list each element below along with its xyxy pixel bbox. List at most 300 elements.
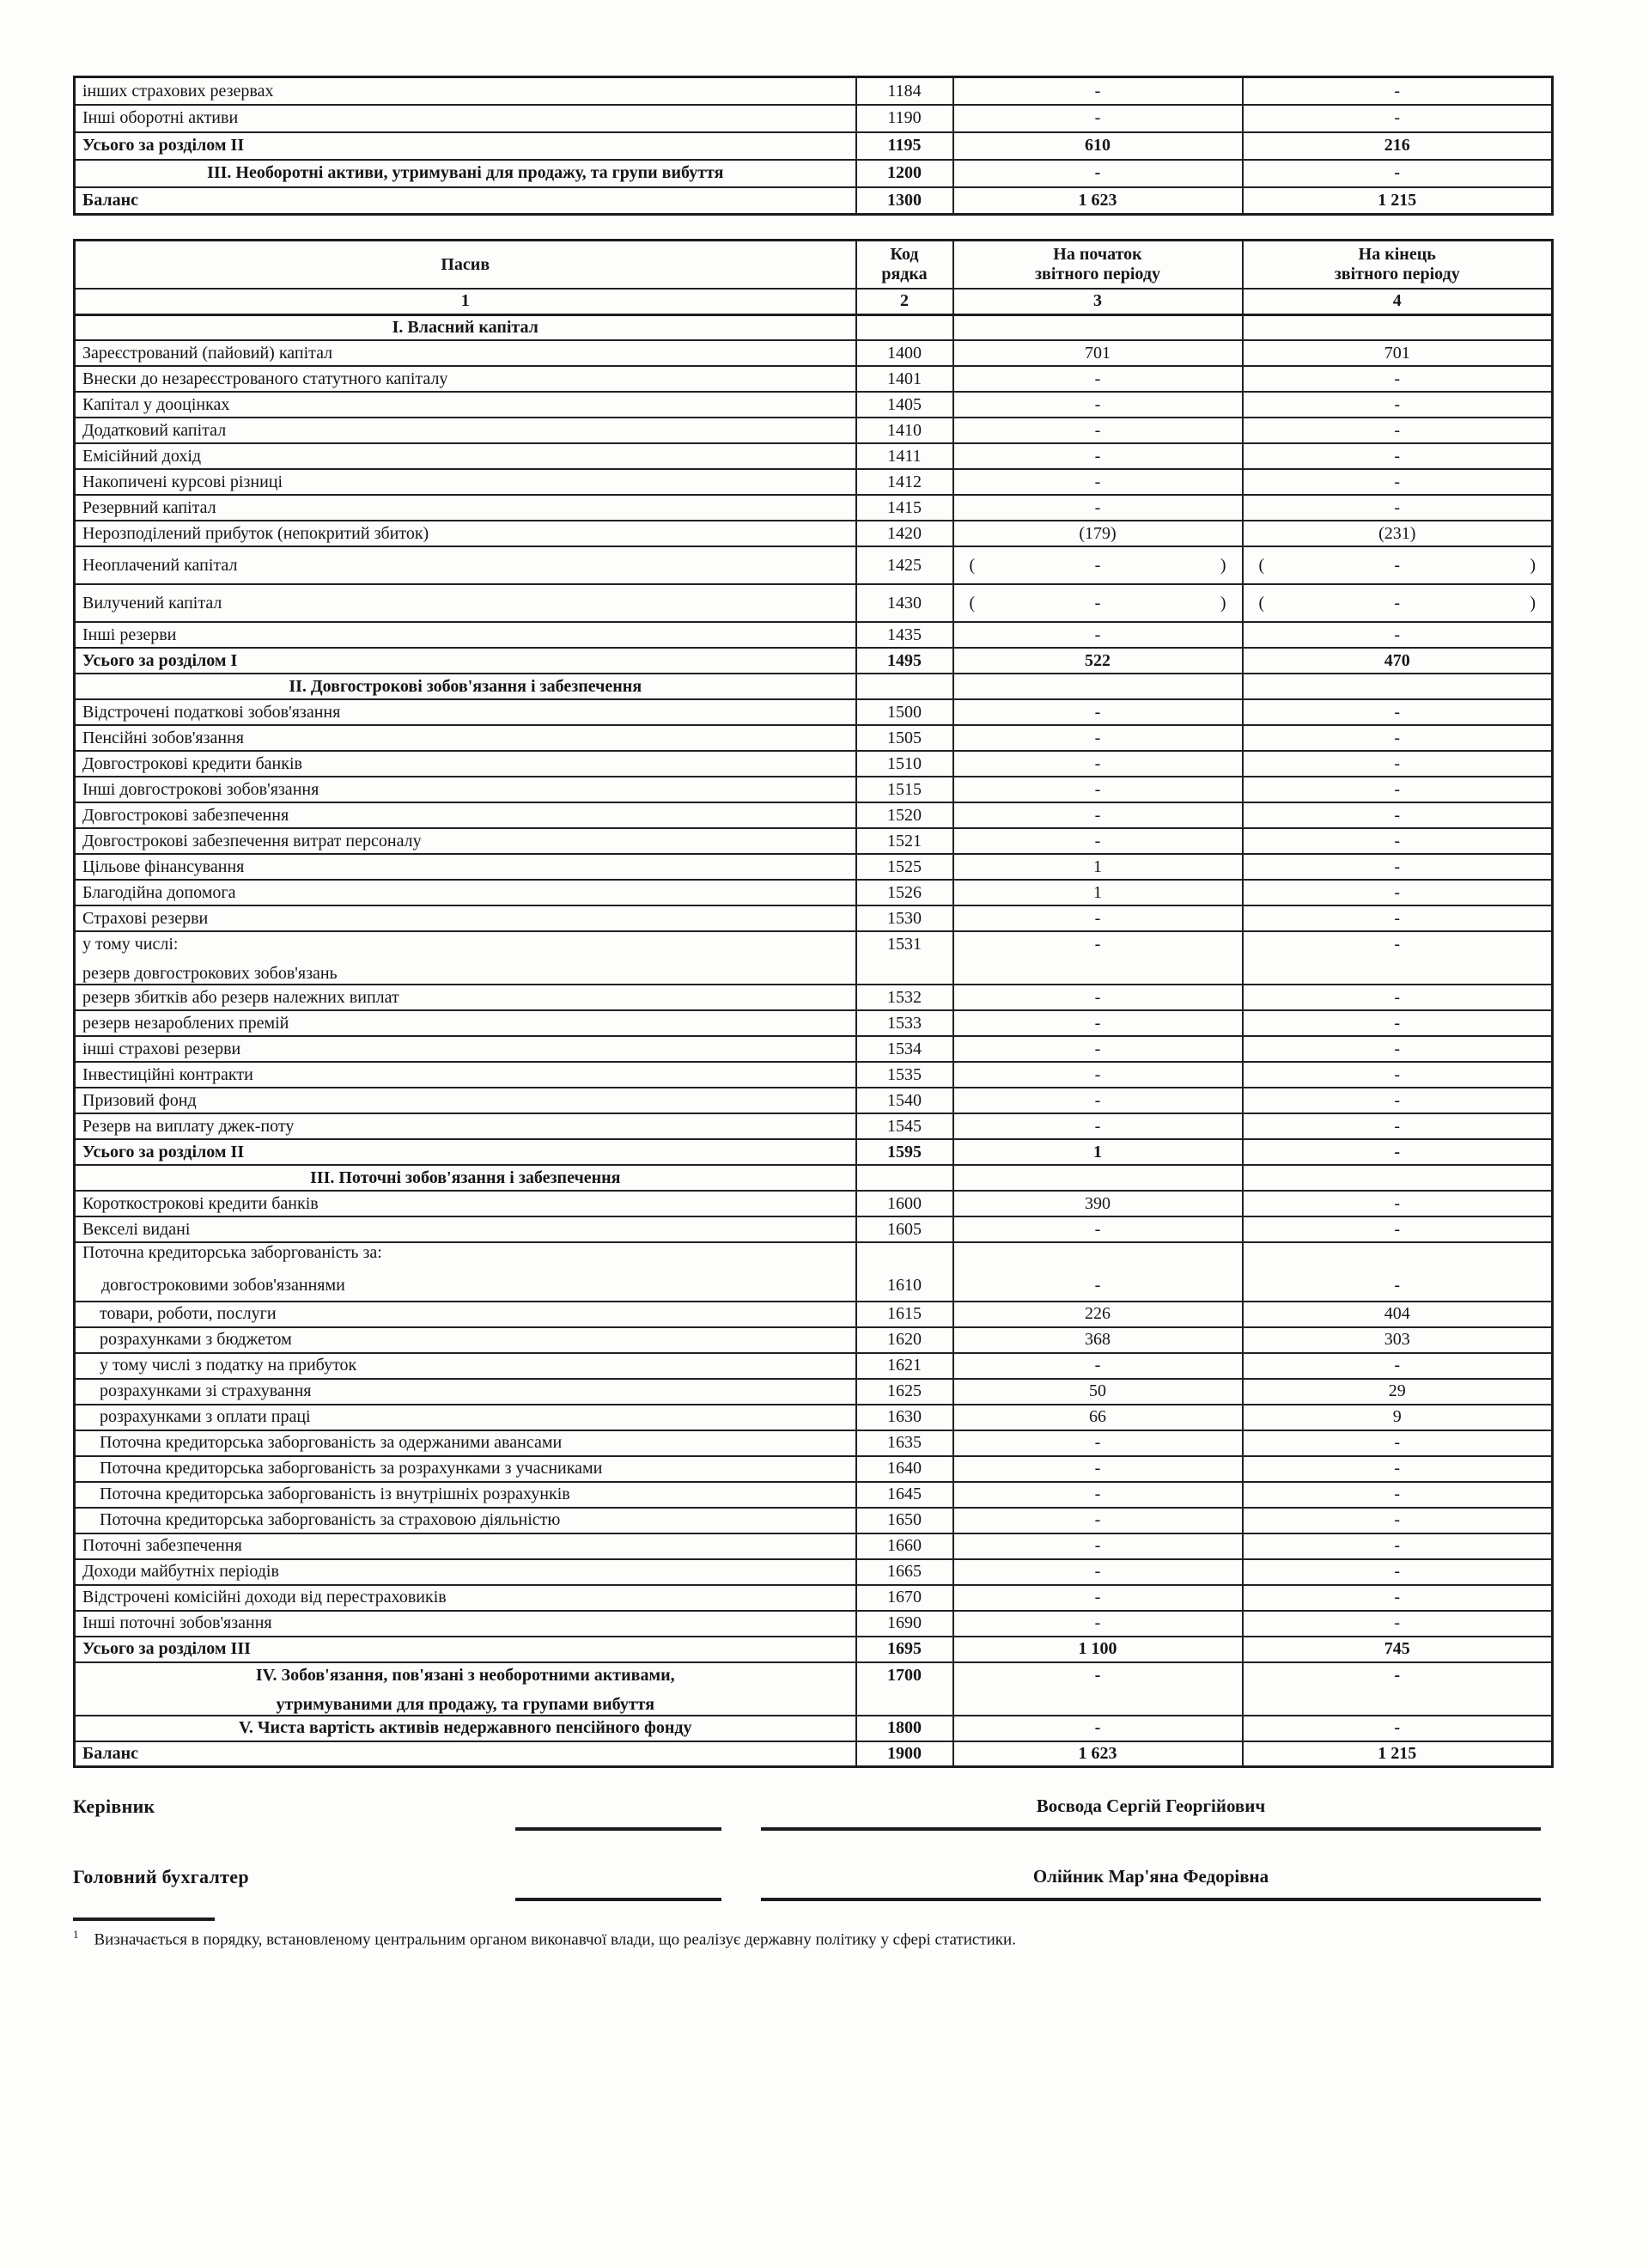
- row-label-cell: [75, 699, 856, 725]
- table-row-1690: [75, 1611, 1553, 1637]
- value-period-start-cell: -: [953, 828, 1243, 854]
- row-label-cell: [75, 1216, 856, 1242]
- value-period-start-cell: -: [953, 1010, 1243, 1036]
- row-label-cell: [75, 1741, 856, 1767]
- row-label-cell: [75, 1662, 856, 1716]
- row-code-cell: 1425: [856, 546, 953, 584]
- row-label-cell: [75, 469, 856, 495]
- value-period-start-cell: -: [953, 699, 1243, 725]
- row-code-cell: 1540: [856, 1088, 953, 1113]
- row-label-line2: утримуваними для продажу, та групами вибуття: [276, 1694, 655, 1714]
- row-code-cell: 1411: [856, 443, 953, 469]
- row-label: Інші довгострокові зобов'язання: [82, 779, 319, 799]
- table-row-1650: [75, 1508, 1553, 1533]
- row-label-line2: довгостроковими зобов'язаннями: [101, 1276, 345, 1296]
- value-period-start-cell: 701: [953, 340, 1243, 366]
- header-title: Пасив: [441, 254, 490, 274]
- value-period-end-cell: -: [1243, 1430, 1553, 1456]
- row-label: Довгострокові кредити банків: [82, 753, 302, 773]
- row-code-cell: 1610: [856, 1242, 953, 1302]
- table-row-1500: [75, 699, 1553, 725]
- value-period-end-cell: -: [1243, 1139, 1553, 1165]
- row-label-cell: [75, 1191, 856, 1216]
- table-row-1660: [75, 1533, 1553, 1559]
- value-period-start-cell: 1: [953, 1139, 1243, 1165]
- row-code-cell: 1800: [856, 1716, 953, 1741]
- value-period-start-cell: 1: [953, 880, 1243, 905]
- value-period-start-cell: -: [953, 905, 1243, 931]
- value-period-end-cell: -: [1243, 1191, 1553, 1216]
- row-label: Поточна кредиторська заборгованість за:: [82, 1242, 382, 1262]
- row-code-cell: 1545: [856, 1113, 953, 1139]
- value-period-end-cell: -: [1243, 1716, 1553, 1741]
- value-period-start-cell: -: [953, 985, 1243, 1010]
- value-period-start-cell: -: [953, 418, 1243, 443]
- value-period-start-cell: 522: [953, 648, 1243, 674]
- row-code-cell: 1420: [856, 521, 953, 546]
- row-code-cell: 1695: [856, 1637, 953, 1662]
- row-label-cell: [75, 1088, 856, 1113]
- row-label: IV. Зобов'язання, пов'язані з необоротними активами,: [255, 1665, 675, 1685]
- row-label-cell: [75, 77, 856, 105]
- row-code-cell: 1620: [856, 1327, 953, 1353]
- parenthesized-value: ( - ): [1258, 555, 1536, 575]
- table-row-1521: [75, 828, 1553, 854]
- value-period-start-cell: [953, 314, 1243, 340]
- value-period-start-cell: -: [953, 751, 1243, 777]
- row-code-cell: 1533: [856, 1010, 953, 1036]
- section-row: [75, 314, 1553, 340]
- table-row-1415: [75, 495, 1553, 521]
- value-period-end-cell: -: [1243, 1662, 1553, 1716]
- value-period-start-cell: -: [953, 1353, 1243, 1379]
- row-label: розрахунками з оплати праці: [100, 1407, 311, 1427]
- row-label: Баланс: [82, 1744, 139, 1764]
- value-period-start-cell: -: [953, 1036, 1243, 1062]
- row-code-cell: 1415: [856, 495, 953, 521]
- row-label: інших страхових резервах: [82, 81, 274, 101]
- row-label-cell: [75, 1508, 856, 1533]
- table-row-1300: [75, 187, 1553, 215]
- table-row-1534: [75, 1036, 1553, 1062]
- row-label-cell: [75, 132, 856, 160]
- row-label-cell: [75, 985, 856, 1010]
- row-label: Цільове фінансування: [82, 857, 245, 876]
- row-label-cell: [75, 584, 856, 622]
- row-code-cell: 1900: [856, 1741, 953, 1767]
- table-row-1610: [75, 1242, 1553, 1302]
- table-row-1400: [75, 340, 1553, 366]
- value-period-end-cell: -: [1243, 495, 1553, 521]
- row-label-cell: [75, 648, 856, 674]
- value-period-end-cell: (231): [1243, 521, 1553, 546]
- row-code-cell: 1605: [856, 1216, 953, 1242]
- row-label: Усього за розділом II: [82, 136, 245, 155]
- row-label: у тому числі:: [82, 935, 179, 954]
- value-period-end-cell: -: [1243, 1533, 1553, 1559]
- value-period-start-cell: -: [953, 443, 1243, 469]
- value-period-end-cell: 216: [1243, 132, 1553, 160]
- row-label: Поточна кредиторська заборгованість із внутрішніх розрахунків: [100, 1485, 570, 1504]
- row-label: розрахунками з бюджетом: [100, 1330, 292, 1350]
- value-period-end-cell: -: [1243, 1010, 1553, 1036]
- value-period-end-cell: 1 215: [1243, 1741, 1553, 1767]
- value-period-end-cell: -: [1243, 880, 1553, 905]
- row-label-cell: [75, 777, 856, 802]
- signature-line-short: [515, 1827, 721, 1831]
- table-row-1640: [75, 1456, 1553, 1482]
- value-period-end-cell: -: [1243, 1036, 1553, 1062]
- value-period-end-cell: -: [1243, 366, 1553, 392]
- value-period-start-cell: -: [953, 160, 1243, 187]
- table-row-1900: [75, 1741, 1553, 1767]
- value-period-start-cell: -: [953, 1062, 1243, 1088]
- row-label-cell: [75, 1482, 856, 1508]
- value-period-start-cell: 50: [953, 1379, 1243, 1405]
- table-row-1670: [75, 1585, 1553, 1611]
- column-header-passive: [75, 241, 856, 289]
- value-period-start-cell: -: [953, 802, 1243, 828]
- row-label: товари, роботи, послуги: [100, 1304, 277, 1324]
- value-period-end-cell: -: [1243, 1088, 1553, 1113]
- row-code-cell: 1401: [856, 366, 953, 392]
- column-number: 1: [75, 289, 856, 315]
- row-label: резерв збитків або резерв належних виплат: [82, 987, 399, 1007]
- row-label-cell: [75, 1611, 856, 1637]
- value-period-start-cell: -: [953, 469, 1243, 495]
- row-code-cell: 1200: [856, 160, 953, 187]
- row-label: Додатковий капітал: [82, 420, 227, 440]
- table-row-1540: [75, 1088, 1553, 1113]
- row-label: Капітал у дооцінках: [82, 394, 230, 414]
- value-period-end-cell: 1 215: [1243, 187, 1553, 215]
- value-period-end-cell: -: [1243, 699, 1553, 725]
- table-row-1625: [75, 1379, 1553, 1405]
- row-label: Резерв на виплату джек-поту: [82, 1116, 295, 1136]
- assets-table-continuation: [73, 76, 1554, 216]
- row-label: Баланс: [82, 191, 139, 210]
- row-code-cell: 1635: [856, 1430, 953, 1456]
- value-period-end-cell: -: [1243, 622, 1553, 648]
- row-label-cell: [75, 1010, 856, 1036]
- row-label-cell: [75, 1165, 856, 1191]
- row-label-cell: [75, 1062, 856, 1088]
- row-code-cell: 1535: [856, 1062, 953, 1088]
- value-period-start-cell: [953, 674, 1243, 699]
- parenthesized-value: ( - ): [1258, 593, 1536, 613]
- value-period-start-cell: -: [953, 495, 1243, 521]
- row-code-cell: 1195: [856, 132, 953, 160]
- row-label-cell: [75, 1716, 856, 1741]
- row-label-cell: [75, 1585, 856, 1611]
- table-row-1520: [75, 802, 1553, 828]
- row-code-cell: 1526: [856, 880, 953, 905]
- value-period-start-cell: -: [953, 1242, 1243, 1302]
- row-label: Внески до незареєстрованого статутного капіталу: [82, 369, 448, 388]
- value-period-start-cell: -: [953, 1216, 1243, 1242]
- row-label-cell: [75, 854, 856, 880]
- row-code-cell: 1700: [856, 1662, 953, 1716]
- row-label: II. Довгострокові зобов'язання і забезпечення: [289, 676, 642, 696]
- value-period-end-cell: -: [1243, 1508, 1553, 1533]
- signature-line-long: [761, 1827, 1541, 1831]
- row-label: Благодійна допомога: [82, 882, 236, 902]
- signature-line-long: [761, 1898, 1541, 1901]
- table-row-1800: [75, 1716, 1553, 1741]
- row-label: III. Необоротні активи, утримувані для продажу, та групи вибуття: [207, 163, 724, 183]
- value-period-end-cell: 303: [1243, 1327, 1553, 1353]
- row-code-cell: [856, 314, 953, 340]
- value-period-end-cell: 29: [1243, 1379, 1553, 1405]
- row-label: Усього за розділом II: [82, 1142, 245, 1161]
- value-period-start-cell: -: [953, 931, 1243, 985]
- row-label-cell: [75, 443, 856, 469]
- value-period-end-cell: -: [1243, 1456, 1553, 1482]
- value-period-start-cell: 1 100: [953, 1637, 1243, 1662]
- row-label: Пенсійні зобов'язання: [82, 728, 245, 747]
- table-row-1630: [75, 1405, 1553, 1430]
- row-label-cell: [75, 1559, 856, 1585]
- row-code-cell: [856, 1165, 953, 1191]
- value-period-end-cell: 701: [1243, 340, 1553, 366]
- table-row-1605: [75, 1216, 1553, 1242]
- row-code-cell: 1412: [856, 469, 953, 495]
- row-label: V. Чиста вартість активів недержавного пенсійного фонду: [239, 1718, 692, 1738]
- column-number: 4: [1243, 289, 1553, 315]
- row-label: Поточні забезпечення: [82, 1536, 242, 1556]
- value-period-end-cell: -: [1243, 1611, 1553, 1637]
- row-label-cell: [75, 105, 856, 132]
- table-row-1545: [75, 1113, 1553, 1139]
- row-label-cell: [75, 1405, 856, 1430]
- value-period-start-cell: -: [953, 77, 1243, 105]
- row-label: Накопичені курсові різниці: [82, 472, 283, 491]
- row-label: Емісійний дохід: [82, 446, 202, 466]
- row-label: резерв незароблених премій: [82, 1013, 289, 1033]
- footnote-separator: [73, 1917, 215, 1921]
- value-period-end-cell: 9: [1243, 1405, 1553, 1430]
- row-code-cell: 1690: [856, 1611, 953, 1637]
- value-period-end-cell: -: [1243, 105, 1553, 132]
- row-code-cell: 1525: [856, 854, 953, 880]
- value-period-end-cell: [1243, 584, 1553, 622]
- row-label-cell: [75, 160, 856, 187]
- column-numbers-row: [75, 289, 1553, 315]
- value-period-start-cell: -: [953, 1508, 1243, 1533]
- value-period-start-cell: -: [953, 777, 1243, 802]
- row-label-cell: [75, 880, 856, 905]
- value-period-end-cell: [1243, 674, 1553, 699]
- value-period-start-cell: -: [953, 1456, 1243, 1482]
- row-label-cell: [75, 340, 856, 366]
- row-code-cell: 1615: [856, 1302, 953, 1327]
- value-period-end-cell: -: [1243, 1216, 1553, 1242]
- row-code-cell: 1184: [856, 77, 953, 105]
- value-period-end-cell: -: [1243, 802, 1553, 828]
- column-header-code: Код рядка: [856, 241, 953, 289]
- row-label: Зареєстрований (пайовий) капітал: [82, 343, 333, 363]
- value-period-end-cell: 470: [1243, 648, 1553, 674]
- value-period-start-cell: -: [953, 1430, 1243, 1456]
- row-label-cell: [75, 1327, 856, 1353]
- value-period-end-cell: -: [1243, 1353, 1553, 1379]
- value-period-end-cell: [1243, 546, 1553, 584]
- table-row-1411: [75, 443, 1553, 469]
- value-period-start-cell: 1 623: [953, 1741, 1243, 1767]
- value-period-start-cell: [953, 584, 1243, 622]
- row-code-cell: 1500: [856, 699, 953, 725]
- table-row-1533: [75, 1010, 1553, 1036]
- footnote-marker: 1: [73, 1928, 79, 1941]
- value-period-end-cell: -: [1243, 828, 1553, 854]
- value-period-start-cell: -: [953, 1482, 1243, 1508]
- value-period-start-cell: 610: [953, 132, 1243, 160]
- value-period-end-cell: 404: [1243, 1302, 1553, 1327]
- row-code-cell: 1621: [856, 1353, 953, 1379]
- table-row-1615: [75, 1302, 1553, 1327]
- row-label: Призовий фонд: [82, 1090, 197, 1110]
- row-code-cell: 1630: [856, 1405, 953, 1430]
- row-code-cell: 1510: [856, 751, 953, 777]
- value-period-end-cell: -: [1243, 854, 1553, 880]
- row-code-cell: 1595: [856, 1139, 953, 1165]
- value-period-end-cell: -: [1243, 905, 1553, 931]
- row-label: Доходи майбутніх періодів: [82, 1562, 279, 1582]
- value-period-end-cell: -: [1243, 469, 1553, 495]
- table-row-1435: [75, 622, 1553, 648]
- row-code-cell: 1520: [856, 802, 953, 828]
- footnote: [73, 1928, 1533, 1949]
- value-period-start-cell: [953, 546, 1243, 584]
- value-period-start-cell: -: [953, 1611, 1243, 1637]
- table-row-1635: [75, 1430, 1553, 1456]
- row-label-cell: [75, 392, 856, 418]
- value-period-start-cell: -: [953, 1662, 1243, 1716]
- row-label-cell: [75, 674, 856, 699]
- table-row-1535: [75, 1062, 1553, 1088]
- table-row-1412: [75, 469, 1553, 495]
- row-label-cell: [75, 905, 856, 931]
- table-row-1510: [75, 751, 1553, 777]
- row-label: Страхові резерви: [82, 908, 209, 928]
- row-label-cell: [75, 1242, 856, 1302]
- value-period-start-cell: -: [953, 1559, 1243, 1585]
- value-period-end-cell: -: [1243, 1559, 1553, 1585]
- row-code-cell: 1670: [856, 1585, 953, 1611]
- signature-line-short: [515, 1898, 721, 1901]
- column-header-period-start: На початок звітного періоду: [953, 241, 1243, 289]
- table-row-1532: [75, 985, 1553, 1010]
- section-row: [75, 1165, 1553, 1191]
- value-period-end-cell: -: [1243, 1113, 1553, 1139]
- row-label-cell: [75, 1302, 856, 1327]
- value-period-end-cell: -: [1243, 725, 1553, 751]
- row-label: Поточна кредиторська заборгованість за розрахунками з учасниками: [100, 1459, 603, 1478]
- row-code-cell: 1521: [856, 828, 953, 854]
- table-row-1495: [75, 648, 1553, 674]
- value-period-start-cell: 390: [953, 1191, 1243, 1216]
- value-period-start-cell: 1: [953, 854, 1243, 880]
- row-code-cell: 1532: [856, 985, 953, 1010]
- row-label-cell: [75, 1379, 856, 1405]
- row-label-cell: [75, 1637, 856, 1662]
- row-code-cell: 1645: [856, 1482, 953, 1508]
- row-label: розрахунками зі страхування: [100, 1381, 312, 1401]
- value-period-start-cell: -: [953, 1585, 1243, 1611]
- row-label: Усього за розділом I: [82, 650, 238, 670]
- row-code-cell: 1534: [856, 1036, 953, 1062]
- row-label: Векселі видані: [82, 1219, 191, 1239]
- row-label-cell: [75, 546, 856, 584]
- row-code-cell: 1660: [856, 1533, 953, 1559]
- value-period-end-cell: [1243, 314, 1553, 340]
- row-code-cell: 1600: [856, 1191, 953, 1216]
- value-period-end-cell: -: [1243, 392, 1553, 418]
- row-code-cell: 1530: [856, 905, 953, 931]
- row-code-cell: [856, 674, 953, 699]
- row-label-cell: [75, 314, 856, 340]
- row-label: Короткострокові кредити банків: [82, 1193, 319, 1213]
- value-period-start-cell: (179): [953, 521, 1243, 546]
- row-label: Довгострокові забезпечення витрат персоналу: [82, 831, 422, 850]
- row-label: Усього за розділом III: [82, 1639, 251, 1659]
- value-period-start-cell: 1 623: [953, 187, 1243, 215]
- row-label-cell: [75, 725, 856, 751]
- row-label-cell: [75, 828, 856, 854]
- table-row-1621: [75, 1353, 1553, 1379]
- table-row-1645: [75, 1482, 1553, 1508]
- value-period-start-cell: -: [953, 1533, 1243, 1559]
- row-label-cell: [75, 1456, 856, 1482]
- table-row-1530: [75, 905, 1553, 931]
- column-number: 2: [856, 289, 953, 315]
- table-row-1405: [75, 392, 1553, 418]
- value-period-start-cell: -: [953, 366, 1243, 392]
- value-period-end-cell: 745: [1243, 1637, 1553, 1662]
- row-label-cell: [75, 931, 856, 985]
- table-row-1505: [75, 725, 1553, 751]
- value-period-start-cell: -: [953, 725, 1243, 751]
- parenthesized-value: ( - ): [969, 593, 1226, 613]
- row-label: Інвестиційні контракти: [82, 1064, 253, 1084]
- row-label: Довгострокові забезпечення: [82, 805, 289, 825]
- value-period-end-cell: -: [1243, 1062, 1553, 1088]
- row-code-cell: 1300: [856, 187, 953, 215]
- table-row-1425: [75, 546, 1553, 584]
- value-period-end-cell: -: [1243, 751, 1553, 777]
- row-label: інші страхові резерви: [82, 1039, 241, 1058]
- table-row-1190: [75, 105, 1553, 132]
- value-period-end-cell: -: [1243, 931, 1553, 985]
- row-code-cell: 1495: [856, 648, 953, 674]
- table-row-1410: [75, 418, 1553, 443]
- signature-role-director: Керівник: [73, 1796, 155, 1817]
- row-label-cell: [75, 622, 856, 648]
- table-row-1526: [75, 880, 1553, 905]
- table-row-1515: [75, 777, 1553, 802]
- row-label: Резервний капітал: [82, 497, 216, 517]
- signature-name-accountant: Олійник Мар'яна Федорівна: [1032, 1866, 1269, 1887]
- row-code-cell: 1650: [856, 1508, 953, 1533]
- row-label-cell: [75, 1533, 856, 1559]
- row-label-line2: резерв довгострокових зобов'язань: [82, 964, 338, 984]
- row-label-cell: [75, 802, 856, 828]
- row-label: Неоплачений капітал: [82, 555, 238, 575]
- row-label-cell: [75, 1353, 856, 1379]
- value-period-end-cell: -: [1243, 1482, 1553, 1508]
- table-row-1595: [75, 1139, 1553, 1165]
- column-number: 3: [953, 289, 1243, 315]
